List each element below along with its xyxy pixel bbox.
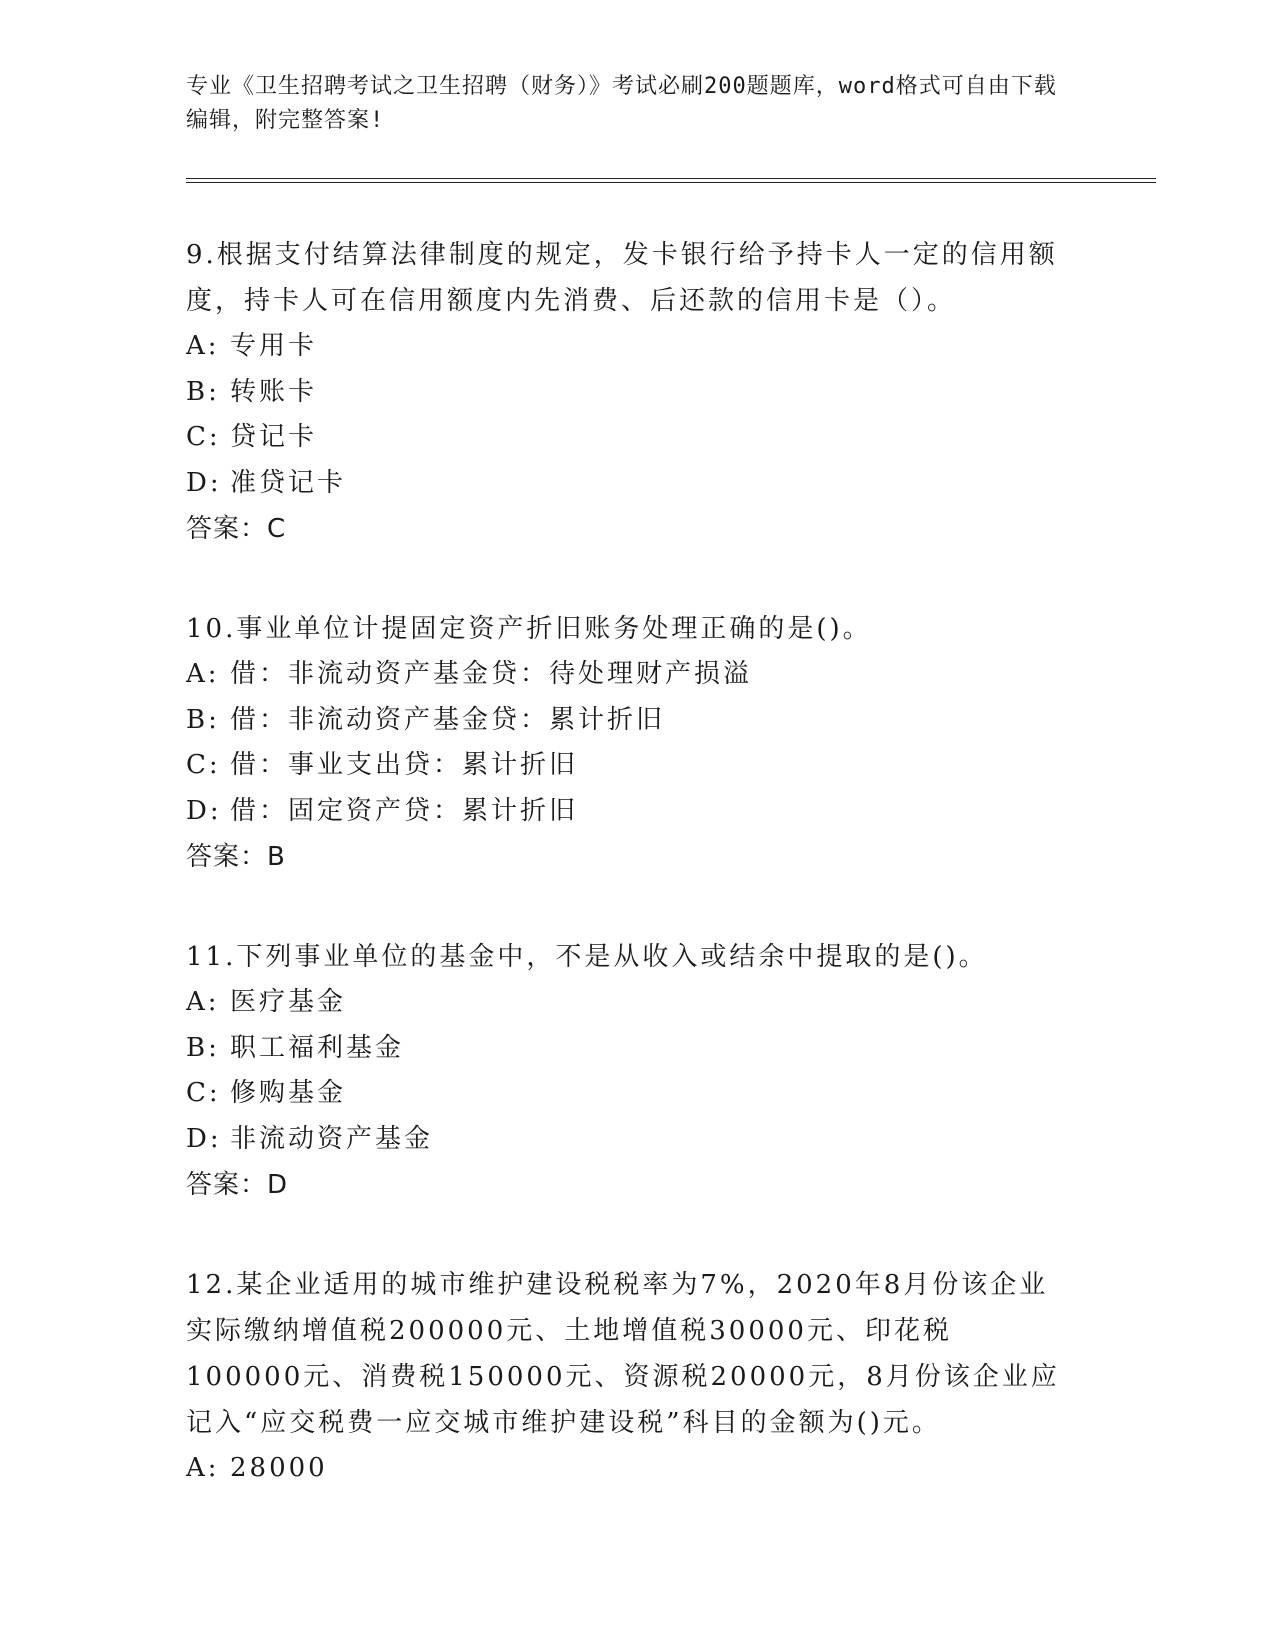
question-12 xyxy=(186,1262,1066,1492)
option-a xyxy=(186,324,1066,370)
header-divider-top xyxy=(186,178,1156,179)
option-text: 借：事业支出贷：累计折旧 xyxy=(230,750,579,780)
option-text: 贷记卡 xyxy=(230,422,318,452)
option-key: C: xyxy=(186,750,221,780)
option-c xyxy=(186,1071,1066,1117)
option-key: D: xyxy=(186,795,222,826)
option-c xyxy=(186,743,1066,789)
option-key: B: xyxy=(186,1032,220,1063)
option-key: B: xyxy=(186,704,220,735)
option-a xyxy=(186,1446,1066,1492)
option-text: 准贷记卡 xyxy=(230,467,347,498)
option-text: 专用卡 xyxy=(230,331,318,361)
answer: 答案：D xyxy=(186,1170,289,1200)
option-b xyxy=(186,698,1066,744)
question-stem: 10.事业单位计提固定资产折旧账务处理正确的是()。 xyxy=(186,614,872,644)
question-stem: 12.某企业适用的城市维护建设税税率为7%，2020年8月份该企业实际缴纳增值税200000元、土地增值税30000元、印花税100000元、消费税150000元、资源税20000元，8月份该企业应记入“应交税费一应交城市维护建设税”科目的金额为()元。 xyxy=(186,1270,1060,1438)
option-key: A: xyxy=(186,987,220,1017)
option-key: A: xyxy=(186,1453,220,1483)
option-text: 非流动资产基金 xyxy=(230,1123,434,1154)
option-key: A: xyxy=(186,331,220,361)
question-stem: 9.根据支付结算法律制度的规定，发卡银行给予持卡人一定的信用额度，持卡人可在信用额度内先消费、后还款的信用卡是（）。 xyxy=(186,240,1058,316)
option-d xyxy=(186,789,1066,835)
option-text: 28000 xyxy=(230,1453,328,1483)
option-key: D: xyxy=(186,467,222,498)
option-b xyxy=(186,1026,1066,1072)
option-a xyxy=(186,980,1066,1026)
option-a xyxy=(186,652,1066,698)
question-10 xyxy=(186,606,1066,880)
header-text: 专业《卫生招聘考试之卫生招聘（财务）》考试必刷200题题库，word格式可自由下载编辑，附完整答案! xyxy=(186,74,1057,133)
option-text: 医疗基金 xyxy=(230,987,347,1017)
option-text: 借：固定资产贷：累计折旧 xyxy=(230,795,579,826)
option-key: B: xyxy=(186,376,220,407)
option-text: 修购基金 xyxy=(230,1078,347,1108)
document-header xyxy=(186,70,1156,138)
question-9 xyxy=(186,232,1066,552)
option-key: C: xyxy=(186,1078,221,1108)
option-b xyxy=(186,370,1066,416)
question-stem: 11.下列事业单位的基金中，不是从收入或结余中提取的是()。 xyxy=(186,942,988,972)
answer: 答案：C xyxy=(186,514,287,544)
option-d xyxy=(186,1117,1066,1163)
option-c xyxy=(186,415,1066,461)
option-text: 职工福利基金 xyxy=(230,1032,405,1063)
option-key: C: xyxy=(186,422,221,452)
option-key: D: xyxy=(186,1123,222,1154)
option-text: 借：非流动资产基金贷：待处理财产损溢 xyxy=(230,659,753,689)
question-11 xyxy=(186,934,1066,1208)
answer: 答案：B xyxy=(186,842,286,872)
header-divider-bottom xyxy=(186,182,1156,183)
option-d xyxy=(186,461,1066,507)
question-list xyxy=(186,232,1066,1546)
option-text: 借：非流动资产基金贷：累计折旧 xyxy=(230,704,666,735)
option-key: A: xyxy=(186,659,220,689)
option-text: 转账卡 xyxy=(230,376,318,407)
